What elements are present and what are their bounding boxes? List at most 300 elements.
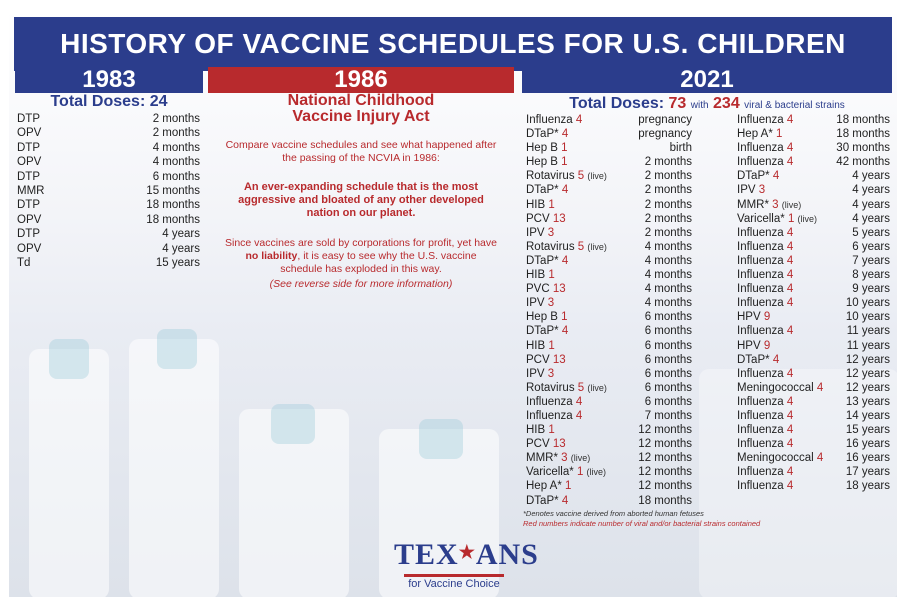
list-item <box>526 212 692 226</box>
list-item <box>737 169 890 183</box>
vaccine-name: IPV <box>526 297 545 310</box>
poster <box>9 9 897 597</box>
list-item <box>737 155 890 169</box>
strain-count: 4 <box>561 325 569 338</box>
vaccine-name: Influenza <box>737 325 784 338</box>
vaccine-name: Meningococcal <box>737 452 814 465</box>
vaccine-entry <box>526 367 554 381</box>
vaccine-age: 12 months <box>638 438 692 451</box>
list-item <box>737 409 890 423</box>
strain-count: 4 <box>772 353 780 366</box>
vaccine-age: 12 years <box>845 367 890 380</box>
list-item <box>526 155 692 169</box>
vaccine-entry <box>526 324 568 338</box>
vaccine-age: 4 years <box>852 184 890 197</box>
vaccine-age: 6 months <box>644 395 692 408</box>
vaccine-name: Influenza <box>737 269 784 282</box>
strain-count: 9 <box>763 311 771 324</box>
list-item <box>17 198 200 212</box>
vaccine-name: Td <box>17 256 31 269</box>
vaccine-entry <box>526 395 582 409</box>
vaccine-name: Varicella* <box>526 466 574 479</box>
list-item <box>526 183 692 197</box>
vaccine-name: Meningococcal <box>737 381 814 394</box>
vaccine-name: OPV <box>17 127 42 140</box>
list-item <box>526 423 692 437</box>
vaccine-name: Hep A* <box>737 128 773 141</box>
vaccine-entry <box>737 367 793 381</box>
list-item <box>737 367 890 381</box>
list-item <box>17 184 200 198</box>
vaccine-entry <box>737 409 793 423</box>
vaccine-age: 18 months <box>638 494 692 507</box>
vaccine-name: Hep B <box>526 311 558 324</box>
vaccine-name: Influenza <box>737 226 784 239</box>
strain-count: 9 <box>763 339 771 352</box>
schedule-2021-list-right <box>737 113 890 494</box>
strain-count: 4 <box>786 325 794 338</box>
vaccine-name: DTaP* <box>526 325 559 338</box>
strain-count: 3 <box>547 297 555 310</box>
list-item <box>526 226 692 240</box>
year-2021-header: 2021 <box>522 67 892 93</box>
vaccine-name: Influenza <box>737 114 784 126</box>
vaccine-name: Rotavirus <box>526 240 575 253</box>
list-item <box>526 254 692 268</box>
list-item <box>17 155 200 169</box>
strain-count: 1 <box>548 269 555 282</box>
strain-count: 1 <box>548 339 555 352</box>
strain-count: 4 <box>786 156 794 169</box>
vial-cap-decoration <box>419 419 463 459</box>
vaccine-age: 6 months <box>644 339 692 352</box>
vaccine-entry <box>737 353 779 367</box>
vaccine-age: 42 months <box>836 156 890 169</box>
list-item <box>737 296 890 310</box>
vaccine-name: DTP <box>17 113 40 125</box>
list-item <box>737 183 890 197</box>
vaccine-name: Influenza <box>737 367 784 380</box>
year-1986-header: 1986 <box>208 67 514 93</box>
strain-count: 4 <box>786 367 794 380</box>
vaccine-age: 2 months <box>152 113 200 125</box>
strains-label: viral & bacterial strains <box>744 100 845 111</box>
vaccine-name: OPV <box>17 156 42 169</box>
vaccine-name: DTaP* <box>526 254 559 267</box>
list-item <box>526 437 692 451</box>
list-item <box>17 170 200 184</box>
vaccine-name: HIB <box>526 198 546 211</box>
vaccine-entry <box>526 451 590 465</box>
total-doses-count: 73 <box>668 95 687 112</box>
list-item <box>737 353 890 367</box>
vaccine-entry <box>526 339 555 353</box>
vaccine-name: Influenza <box>737 409 784 422</box>
list-item <box>17 112 200 126</box>
vaccine-age: 4 years <box>852 212 890 225</box>
vaccine-age: 4 years <box>162 242 200 255</box>
list-item <box>737 268 890 282</box>
vaccine-entry <box>526 212 566 226</box>
vaccine-name: IPV <box>526 367 545 380</box>
footnote-aborted: *Denotes vaccine derived from aborted human fetuses <box>523 509 704 518</box>
vaccine-age: 2 months <box>644 212 692 225</box>
vaccine-age: 6 months <box>644 367 692 380</box>
strain-count: 4 <box>575 409 583 422</box>
strain-count: 4 <box>575 395 583 408</box>
strain-count: 4 <box>786 226 794 239</box>
vaccine-entry <box>737 465 793 479</box>
vaccine-name: Influenza <box>737 142 784 155</box>
strain-count: 1 <box>576 466 584 479</box>
list-item <box>737 212 890 226</box>
strain-count: 4 <box>786 409 794 422</box>
list-item <box>737 254 890 268</box>
live-label: (live) <box>570 453 591 464</box>
vaccine-age: 4 months <box>644 269 692 282</box>
list-item <box>526 268 692 282</box>
list-item <box>526 324 692 338</box>
vaccine-name: HPV <box>737 311 761 324</box>
vaccine-age: 2 months <box>152 127 200 140</box>
logo-wordmark <box>394 539 539 574</box>
strain-count: 13 <box>552 438 566 451</box>
list-item <box>737 282 890 296</box>
vaccine-entry <box>526 494 568 508</box>
live-label: (live) <box>781 199 802 210</box>
vaccine-name: OPV <box>17 213 42 226</box>
live-label: (live) <box>587 382 607 393</box>
ncvia-heading-line2: Vaccine Injury Act <box>292 108 430 125</box>
vaccine-name: Hep A* <box>526 480 562 493</box>
list-item <box>737 437 890 451</box>
vial-decoration <box>29 349 109 597</box>
vaccine-name: Influenza <box>737 424 784 437</box>
vaccine-name: Hep B <box>526 142 558 155</box>
vaccine-entry <box>526 254 568 268</box>
total-doses-1983: Total Doses: 24 <box>50 93 168 110</box>
vaccine-age: 12 years <box>845 381 890 394</box>
live-label: (live) <box>586 467 607 478</box>
strain-count: 4 <box>786 480 794 493</box>
ncvia-heading <box>208 93 514 125</box>
vaccine-name: HIB <box>526 424 546 437</box>
vaccine-name: Influenza <box>526 395 573 408</box>
vaccine-entry <box>526 353 566 367</box>
vaccine-age: 16 years <box>845 438 890 451</box>
ncvia-heading-line1: National Childhood <box>287 92 435 109</box>
vaccine-name: IPV <box>737 184 756 197</box>
vaccine-age: 12 years <box>845 353 890 366</box>
list-item <box>526 381 692 395</box>
strain-count: 4 <box>786 283 794 296</box>
vaccine-entry <box>737 296 793 310</box>
list-item <box>526 240 692 254</box>
strain-count: 5 <box>577 381 585 394</box>
vaccine-name: Rotavirus <box>526 170 575 183</box>
strain-count: 1 <box>776 128 783 141</box>
vial-cap-decoration <box>49 339 89 379</box>
vaccine-age: 12 months <box>638 424 692 437</box>
vaccine-name: Rotavirus <box>526 381 575 394</box>
vaccine-name: Influenza <box>737 240 784 253</box>
list-item <box>526 367 692 381</box>
vaccine-name: Influenza <box>737 254 784 267</box>
vaccine-name: PVC <box>526 283 550 296</box>
list-item <box>737 198 890 212</box>
vaccine-entry <box>526 141 568 155</box>
strain-count: 1 <box>565 480 572 493</box>
vaccine-name: HIB <box>526 339 546 352</box>
vaccine-entry <box>737 339 770 353</box>
strain-count: 3 <box>547 367 555 380</box>
schedule-1983-list <box>17 112 200 270</box>
year-1983-header: 1983 <box>15 67 203 93</box>
vaccine-entry <box>526 296 554 310</box>
list-item <box>526 465 692 479</box>
vaccine-name: PCV <box>526 353 550 366</box>
vaccine-age: 12 months <box>638 452 692 465</box>
vaccine-age: 10 years <box>845 297 890 310</box>
logo-subtitle: for Vaccine Choice <box>408 578 500 590</box>
vial-cap-decoration <box>157 329 197 369</box>
vaccine-entry <box>737 437 793 451</box>
vaccine-entry <box>737 155 793 169</box>
vaccine-age: 9 years <box>852 283 890 296</box>
vaccine-age: birth <box>669 142 692 155</box>
live-label: (live) <box>797 213 818 224</box>
vaccine-age: 10 years <box>845 311 890 324</box>
vaccine-age: 15 years <box>845 424 890 437</box>
list-item <box>526 282 692 296</box>
vaccine-age: 18 months <box>836 114 890 126</box>
list-item <box>526 395 692 409</box>
vaccine-name: Influenza <box>526 114 573 126</box>
texans-logo <box>394 538 539 590</box>
list-item <box>526 169 692 183</box>
list-item <box>737 113 890 127</box>
vaccine-age: 15 months <box>146 184 200 197</box>
vaccine-age: pregnancy <box>638 114 692 126</box>
list-item <box>526 141 692 155</box>
vaccine-age: 2 months <box>644 198 692 211</box>
list-item <box>526 127 692 141</box>
vaccine-entry <box>737 212 817 226</box>
vaccine-entry <box>526 409 582 423</box>
vaccine-age: 4 months <box>152 156 200 169</box>
vaccine-age: 2 months <box>644 184 692 197</box>
reverse-side-note: (See reverse side for more information) <box>269 278 453 290</box>
vaccine-entry <box>737 324 793 338</box>
vaccine-entry <box>526 437 566 451</box>
vaccine-age: 13 years <box>845 395 890 408</box>
liability-text-c: , it is easy to see why the U.S. vaccine schedule has exploded in this way. <box>280 250 477 276</box>
vaccine-age: 4 months <box>644 297 692 310</box>
vaccine-age: 15 years <box>155 256 200 269</box>
vaccine-entry <box>737 254 793 268</box>
vaccine-age: 18 months <box>146 213 200 226</box>
strain-count: 1 <box>787 212 795 225</box>
vaccine-entry <box>737 479 793 493</box>
strain-count: 4 <box>786 297 794 310</box>
vaccine-age: 4 years <box>852 198 890 211</box>
vaccine-age: 16 years <box>845 452 890 465</box>
vaccine-name: PCV <box>526 212 550 225</box>
strain-count: 1 <box>561 142 568 155</box>
vaccine-age: 5 years <box>852 226 890 239</box>
vaccine-name: Influenza <box>737 297 784 310</box>
strain-count: 13 <box>552 353 566 366</box>
strain-count: 1 <box>561 311 568 324</box>
logo-word-a: TEX <box>394 538 459 571</box>
logo-stripe <box>404 574 504 577</box>
vaccine-age: 2 months <box>644 226 692 239</box>
strain-count: 13 <box>552 212 566 225</box>
strain-count: 4 <box>786 114 794 126</box>
vaccine-name: DTaP* <box>526 184 559 197</box>
vaccine-name: DTaP* <box>526 128 559 141</box>
vaccine-name: Influenza <box>737 156 784 169</box>
with-label: with <box>690 100 709 111</box>
vaccine-age: 4 months <box>644 283 692 296</box>
list-item <box>17 213 200 227</box>
list-item <box>526 494 692 508</box>
vaccine-name: DTP <box>17 199 40 212</box>
strain-count: 3 <box>772 198 779 211</box>
vaccine-name: DTP <box>17 141 40 154</box>
vaccine-age: 4 years <box>852 170 890 183</box>
vaccine-age: 18 years <box>845 480 890 493</box>
vaccine-age: 4 years <box>162 228 200 241</box>
vaccine-age: 11 years <box>846 339 890 352</box>
vaccine-age: 6 months <box>644 325 692 338</box>
list-item <box>737 451 890 465</box>
vaccine-name: Influenza <box>737 480 784 493</box>
list-item <box>737 465 890 479</box>
footnotes <box>523 509 893 528</box>
vaccine-name: OPV <box>17 242 42 255</box>
vaccine-name: Influenza <box>737 438 784 451</box>
vaccine-entry <box>526 423 555 437</box>
vaccine-entry <box>526 310 568 324</box>
strain-count: 3 <box>561 452 568 465</box>
list-item <box>737 226 890 240</box>
vaccine-age: 4 months <box>644 240 692 253</box>
strain-count: 4 <box>786 466 794 479</box>
strain-count: 4 <box>786 254 794 267</box>
list-item <box>17 256 200 270</box>
strain-count: 4 <box>561 254 569 267</box>
strain-count: 5 <box>577 240 585 253</box>
list-item <box>17 141 200 155</box>
list-item <box>17 242 200 256</box>
vaccine-entry <box>737 169 779 183</box>
list-item <box>737 141 890 155</box>
vaccine-entry <box>737 282 793 296</box>
strain-count: 4 <box>575 114 583 126</box>
vaccine-entry <box>737 127 782 141</box>
liability-text-a: Since vaccines are sold by corporations for profit, yet have <box>225 237 497 249</box>
strain-count: 4 <box>816 452 824 465</box>
ncvia-intro-text: Compare vaccine schedules and see what happened after the passing of the NCVIA in 1986: <box>225 139 497 165</box>
vaccine-name: HIB <box>526 269 546 282</box>
list-item <box>737 423 890 437</box>
vaccine-entry <box>526 268 555 282</box>
strain-count: 4 <box>786 395 794 408</box>
vaccine-age: 14 years <box>845 409 890 422</box>
vaccine-entry <box>737 226 793 240</box>
list-item <box>737 127 890 141</box>
list-item <box>17 126 200 140</box>
list-item <box>737 395 890 409</box>
list-item <box>526 339 692 353</box>
logo-word-b: ANS <box>475 538 539 571</box>
vaccine-name: HPV <box>737 339 761 352</box>
vaccine-name: DTaP* <box>737 170 770 183</box>
strain-count: 1 <box>548 198 555 211</box>
list-item <box>526 451 692 465</box>
list-item <box>526 310 692 324</box>
strains-count: 234 <box>713 95 740 112</box>
strain-count: 4 <box>561 494 569 507</box>
vaccine-name: IPV <box>526 226 545 239</box>
vaccine-age: 11 years <box>846 325 890 338</box>
list-item <box>526 296 692 310</box>
vial-decoration <box>129 339 219 597</box>
ncvia-liability-text <box>223 237 499 277</box>
vaccine-age: 6 months <box>152 170 200 183</box>
list-item <box>17 227 200 241</box>
vaccine-age: 18 months <box>836 128 890 141</box>
vaccine-age: 17 years <box>845 466 890 479</box>
vaccine-entry <box>737 113 793 127</box>
list-item <box>526 409 692 423</box>
list-item <box>526 113 692 127</box>
vaccine-entry <box>737 381 823 395</box>
vaccine-entry <box>737 310 770 324</box>
vaccine-entry <box>526 381 607 395</box>
strain-count: 13 <box>552 283 566 296</box>
schedule-2021-list-left <box>526 113 692 508</box>
vaccine-entry <box>526 127 568 141</box>
strain-count: 4 <box>772 170 780 183</box>
total-doses-2021 <box>522 95 892 113</box>
vaccine-age: 12 months <box>638 466 692 479</box>
strain-count: 4 <box>786 438 794 451</box>
strain-count: 4 <box>561 184 569 197</box>
ncvia-claim-text: An ever-expanding schedule that is the most aggressive and bloated of any other developed nation on our planet. <box>238 181 484 220</box>
vaccine-name: Influenza <box>526 409 573 422</box>
strain-count: 3 <box>758 184 766 197</box>
vaccine-entry <box>526 479 571 493</box>
vaccine-age: 6 months <box>644 381 692 394</box>
vaccine-entry <box>526 465 606 479</box>
vaccine-age: pregnancy <box>638 128 692 141</box>
live-label: (live) <box>587 241 607 252</box>
vaccine-name: Hep B <box>526 156 558 169</box>
vaccine-name: Influenza <box>737 283 784 296</box>
vaccine-name: DTaP* <box>737 353 770 366</box>
strain-count: 4 <box>786 269 794 282</box>
vaccine-age: 6 months <box>644 311 692 324</box>
list-item <box>526 353 692 367</box>
strain-count: 4 <box>816 381 824 394</box>
list-item <box>526 479 692 493</box>
liability-text-bold: no liability <box>245 250 298 263</box>
vaccine-entry <box>737 451 823 465</box>
vaccine-name: MMR* <box>737 198 769 211</box>
footnote-red-numbers: Red numbers indicate number of viral and/or bacterial strains contained <box>523 518 761 528</box>
